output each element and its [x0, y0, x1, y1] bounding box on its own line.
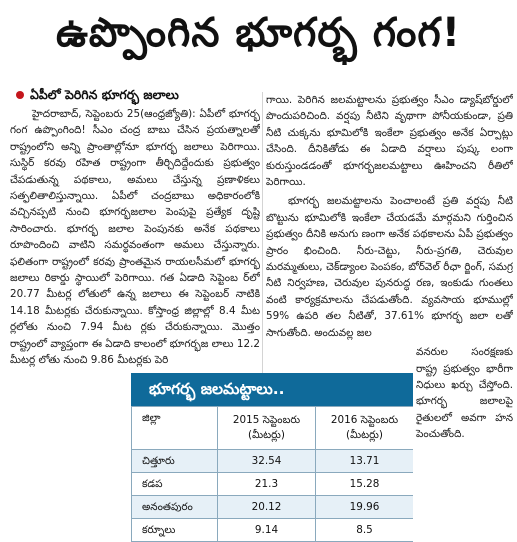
cell-2016: 19.96: [316, 496, 414, 519]
table-row: [132, 473, 414, 496]
header-2016-label: 2016 సెప్టెంబరు: [330, 414, 399, 426]
cell-district: కర్నూలు: [132, 519, 218, 542]
subheadline: [16, 87, 179, 103]
article-paragraph: హైదరాబాద్, సెప్టెంబరు 25(ఆంధ్రజ్యోతి): ఏపీలో భూగర్భ గంగ ఉప్పొంగింది! సీఎం చంద్ర బాబు చేసిన ప్రయత్నాలతో రాష్ట్రంలోని అన్ని ప్రాంతాల్లోనూ భూగర్భ జలాలు పెరిగాయి. సుస్థిర్ కరవు రహిత రాష్ట్రంగా తీర్చిదిద్దేందుకు ప్రభుత్వం చేపడుతున్న పథకాలు, అమలు చేస్తున్న ప్రణాళికలు సత్ఫలితాలిస్తున్నాయి. ఏపీలో చంద్రబాబు అధికారంలోకి వచ్చినప్పటి నుంచి భూగర్భజలాల పెంపుపై ప్రత్యేక దృష్టి సారించారు. భూగర్భ జలాల పెంపునకు అనేక పథకాలు రూపొందించి వాటిని సమర్థవంతంగా అమలు చేస్తున్నారు. ఫలితంగా రాష్ట్రంలో కరవు ప్రాంతమైన రాయలసీమలో భూగర్భ జలాలు రికార్డు స్థాయిలో పెరిగాయి. గత ఏడాది సెప్టెంబ ర్‌లో 20.77 మీటర్ల లోతులో ఉన్న జలాలు ఈ సెప్టెంబర్ నాటికి 14.18 మీటర్లకు చేరుకున్నాయి. కోస్తాంధ్ర జిల్లాల్లో 8.4 మీట ర్లలోతు నుంచి 7.94 మీట ర్లకు చేరుకున్నాయి. మొత్తం రాష్ట్రంలో వ్యాప్తంగా ఈ ఏడాది కాలంలో భూగర్భజ లాలు 12.2 మీటర్ల లోతు నుంచి 9.86 మీటర్లకు పెరి: [10, 108, 260, 367]
header-2015-label: 2015 సెప్టెంబరు: [232, 414, 301, 426]
cell-district: అనంతపురం: [132, 496, 218, 519]
cell-2016: 15.28: [316, 473, 414, 496]
table-row: [132, 519, 414, 542]
header-2015-unit: (మీటర్లు): [248, 429, 285, 441]
cell-2016: 13.71: [316, 450, 414, 473]
groundwater-levels-box: [131, 373, 413, 542]
headline: ఉప్పొంగిన భూగర్భ గంగ!: [56, 10, 461, 56]
cell-2015: 20.12: [218, 496, 316, 519]
header-2015: [218, 407, 316, 450]
cell-district: చిత్తూరు: [132, 450, 218, 473]
cell-2016: 8.5: [316, 519, 414, 542]
table-row: [132, 496, 414, 519]
article-paragraph: గాయి. పెరిగిన జలమట్టాలను ప్రభుత్వం సీఎం డ్యాష్‌బోర్డులో పొందుపరిచింది. వర్షపు నీటిని వృథాగా పోనీయకుండా, ప్రతి నీటి చుక్కను భూమిలోకి ఇంకేలా ప్రభుత్వం అనేక ఏర్పాట్లు చేసింది. దీనికితోడు ఈ ఏడాది వర్షాలు పుష్క లంగా కురుస్తుండడంతో భూగర్భజలమట్టాలు ఊహించని రీతిలో పెరిగాయి.: [266, 94, 513, 189]
infobox-title: భూగర్భ జలమట్టాలు..: [131, 373, 413, 406]
table-row: [132, 450, 414, 473]
cell-2015: 32.54: [218, 450, 316, 473]
cell-2015: 9.14: [218, 519, 316, 542]
header-2016-unit: (మీటర్లు): [346, 429, 383, 441]
cell-district: కడప: [132, 473, 218, 496]
article-paragraph: భూగర్భ జలమట్టాలను పెంచాలంటే ప్రతి వర్షపు నీటి బొట్టును భూమిలోకి ఇంకేలా చేయడమే మార్గమని గుర్తించిన ప్రభుత్వం దీనికి అనుగు ణంగా అనేక పథకాలను ఏపీ ప్రభుత్వం ప్రారం భించింది. నీరు-చెట్టు, నీరు-ప్రగతి, చెరువుల మరమ్మతులు, చెక్‌డ్యాంల పెంపకం, బోర్‌వెల్ రీఛా ర్జింగ్, సమగ్ర నీటి నిర్వహణ, చెరువుల పునరుద్ధ రణ, ఇంకుడు గుంతలు వంటి కార్యక్రమాలను చేపడుతోంది. వ్యవసాయ భూముల్లో 59% ఉపరి తల నీటితో, 37.61% భూగర్భ జలా లతో సాగుతోంది. అందువల్ల జల: [266, 195, 513, 339]
header-district: జిల్లా: [132, 407, 218, 450]
subheadline-text: ఏపీలో పెరిగిన భూగర్భ జలాలు: [30, 87, 179, 102]
table-header-row: [132, 407, 414, 450]
header-2016: [316, 407, 414, 450]
cell-2015: 21.3: [218, 473, 316, 496]
groundwater-table: [131, 406, 413, 542]
article-paragraph: వనరుల సంరక్షణకు రాష్ట్ర ప్రభుత్వం భారీగా నిధులు ఖర్చు చేస్తోంది. భూగర్భ జలాలపై రైతులలో అవగా హన పెంచుతోంది.: [416, 346, 513, 441]
bullet-icon: [16, 91, 24, 99]
